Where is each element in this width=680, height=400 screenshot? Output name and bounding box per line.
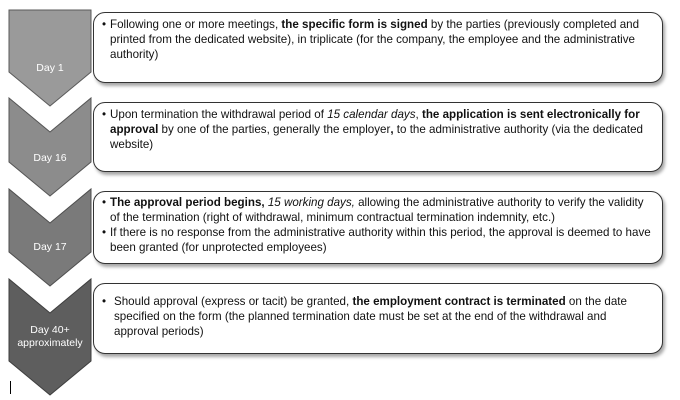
paragraph-text: Following one or more meetings, the specific form is signed by the parties (previously completed and printed from the dedicated website), in triplicate (for the company, the employee and the administrative authority) <box>110 18 640 61</box>
paragraph-text: Upon termination the withdrawal period of 15 calendar days, the application is sent electronically for approval by one of the parties, generally the employer, to the administrative authority (via the dedicated website) <box>110 108 643 151</box>
paragraph-text: The approval period begins, 15 working days, allowing the administrative authority to verify the validity of the termination (right of withdrawal, minimum contractual termination indemnity, etc.) <box>110 196 644 224</box>
step-paragraph <box>102 17 652 62</box>
step-paragraph <box>102 107 652 152</box>
step-label-day-16: Day 16 <box>33 152 67 164</box>
step-paragraph <box>102 294 652 339</box>
bullet-icon: • <box>102 18 107 31</box>
step-box-day-40 <box>93 283 663 354</box>
step-label-day-17: Day 17 <box>33 241 67 253</box>
chevron-day-16 <box>9 98 91 196</box>
step-box-day-17 <box>93 191 663 264</box>
step-paragraph <box>102 195 652 225</box>
step-box-day-16 <box>93 102 663 172</box>
text-cursor <box>10 381 11 394</box>
bullet-icon: • <box>102 196 107 209</box>
bullet-icon: • <box>102 295 107 308</box>
bullet-icon: • <box>102 108 107 121</box>
chevron-day-1 <box>9 10 91 106</box>
step-box-day-1 <box>93 12 663 83</box>
bullet-icon: • <box>102 226 107 239</box>
paragraph-text: If there is no response from the administrative authority within this period, the approval is deemed to have been granted (for unprotected employees) <box>110 226 651 254</box>
chevron-day-17 <box>9 189 91 286</box>
step-label-day-1: Day 1 <box>36 62 64 74</box>
step-label-day-40: Day 40+ approximately <box>17 324 83 349</box>
step-paragraph <box>102 225 652 255</box>
paragraph-text: Should approval (express or tacit) be granted, the employment contract is terminated on the date specified on the form (the planned termination date must be set at the end of the withdrawal and approval periods) <box>114 295 627 338</box>
